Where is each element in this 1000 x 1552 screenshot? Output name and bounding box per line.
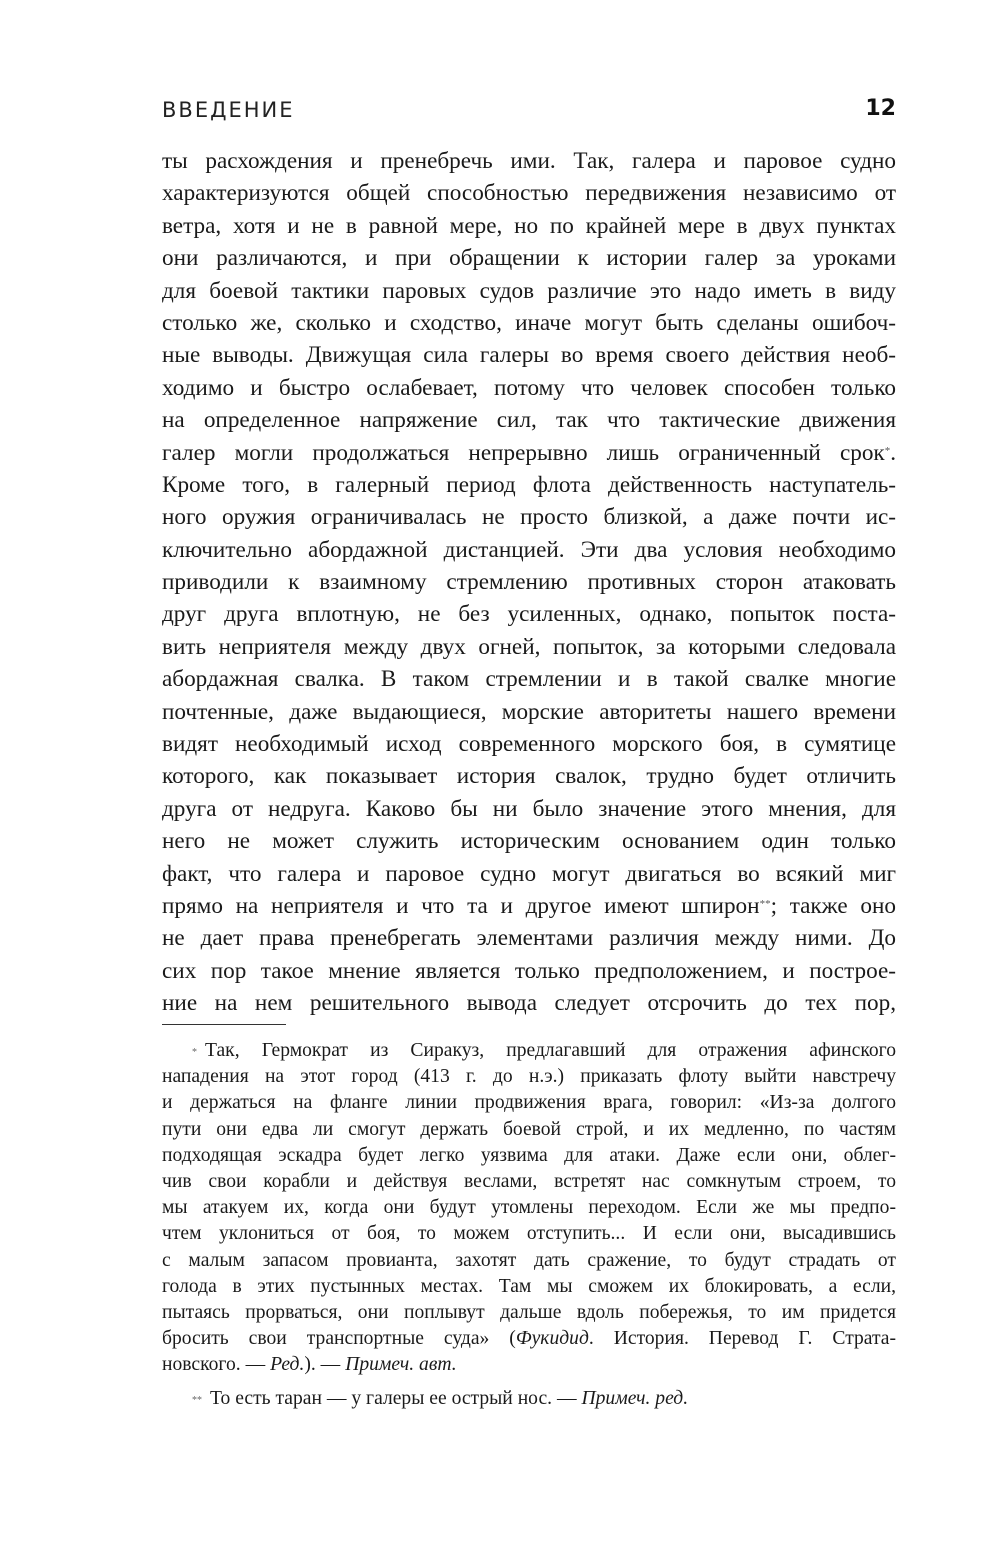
text-fragment: .: [890, 439, 896, 466]
footnote-line: [162, 1386, 896, 1412]
text-fragment: галер могли продолжаться непрерывно лишь ограниченный срок: [162, 439, 885, 466]
text-line: друг друга вплотную, не без усиленных, однако, попыток поста-: [162, 601, 896, 628]
footnote-line: и держаться на фланге линии продвижения врага, говорил: «Из-за долгого: [162, 1092, 896, 1114]
editor-note: Ред.: [270, 1354, 305, 1376]
text-line: вить неприятеля между двух огней, попыток, за которыми следовала: [162, 633, 896, 660]
text-line: абордажная свалка. В таком стремлении и в такой свалке многие: [162, 666, 896, 693]
text-line: которого, как показывает история свалок, трудно будет отличить: [162, 763, 896, 790]
footnote-ref-1: *: [884, 444, 891, 457]
text-line: столько же, сколько и сходство, иначе могут быть сделаны ошибоч-: [162, 309, 896, 336]
text-line: друга от недруга. Каково бы ни было значение этого мнения, для: [162, 795, 896, 822]
footnote-line: с малым запасом провианта, захотят дать сражение, то будут страдать от: [162, 1249, 896, 1271]
text-line: на определенное напряжение сил, так что тактические движения: [162, 407, 896, 434]
footnote-1: [162, 1038, 896, 1378]
footnote-line: голода в этих пустынных местах. Там мы сможем их блокировать, а если,: [162, 1275, 896, 1297]
text-fragment: новского. —: [162, 1354, 271, 1376]
footnote-line: пытаясь прорваться, они поплывут дальше вдоль побережья, то им придется: [162, 1301, 896, 1323]
running-title: ВВЕДЕНИЕ: [162, 98, 295, 122]
text-line: ветра, хотя и не в равной мере, но по крайней мере в двух пунктах: [162, 212, 896, 239]
footnote-divider: [162, 1024, 286, 1025]
text-line: они различаются, и при обращении к истории галер за уроками: [162, 245, 896, 272]
text-line: него не может служить историческим основанием один только: [162, 828, 896, 855]
text-line: для боевой тактики паровых судов различие это надо иметь в виду: [162, 277, 896, 304]
text-fragment: ). —: [304, 1354, 346, 1376]
text-line: приводили к взаимному стремлению противных сторон атаковать: [162, 569, 896, 596]
text-line: ние на нем решительного вывода следует отсрочить до тех пор,: [162, 990, 896, 1017]
text-line: сих пор такое мнение является только предположением, и построе-: [162, 957, 896, 984]
text-line: факт, что галера и паровое судно могут двигаться во всякий миг: [162, 860, 896, 887]
author-note: Примеч. авт.: [345, 1354, 457, 1376]
page-number: 12: [865, 96, 896, 121]
text-fragment: . История. Перевод Г. Страта-: [588, 1328, 897, 1350]
footnote-line: [162, 1326, 896, 1352]
author-name: Фукидид: [515, 1328, 589, 1350]
text-fragment: прямо на неприятеля и что та и другое имеют шпирон: [162, 892, 760, 919]
text-line: Кроме того, в галерный период флота действенность наступатель-: [162, 471, 896, 498]
footnote-ref-2: **: [759, 897, 771, 910]
main-text: [162, 145, 896, 1020]
footnote-line: нападения на этот город (413 г. до н.э.) приказать флоту выйти навстречу: [162, 1066, 896, 1088]
text-line: почтенные, даже выдающиеся, морские авторитеты нашего времени: [162, 698, 896, 725]
text-fragment: Так, Гермократ из Сиракуз, предлагавший для отражения афинского: [205, 1040, 896, 1061]
footnote-line: пути они едва ли смогут держать боевой строй, и их медленно, по частям: [162, 1118, 896, 1140]
text-line: ходимо и быстро ослабевает, потому что человек способен только: [162, 374, 896, 401]
footnote-mark: *: [192, 1047, 197, 1058]
footnote-line: чтем уклониться от боя, то можем отступить... И если они, высадившись: [162, 1223, 896, 1245]
text-line: ные выводы. Движущая сила галеры во время своего действия необ-: [162, 342, 896, 369]
footnote-line: [162, 1038, 896, 1064]
text-fragment: бросить свои транспортные суда» (: [162, 1328, 516, 1350]
text-line: видят необходимый исход современного морского боя, в сумятице: [162, 731, 896, 758]
text-line-with-note: [162, 437, 896, 469]
footnote-line: подходящая эскадра будет легко уязвима для атаки. Даже если они, облег-: [162, 1144, 896, 1166]
text-line: ного оружия ограничивалась не просто близкой, а даже почти ис-: [162, 504, 896, 531]
footnote-line: чив свои корабли и действуя веслами, встретят нас сомкнутым строем, то: [162, 1170, 896, 1192]
text-line: не дает права пренебрегать элементами различия между ними. До: [162, 925, 896, 952]
footnotes: [162, 1038, 896, 1413]
text-line-with-note: [162, 890, 896, 922]
footnote-line: мы атакуем их, когда они будут утомлены переходом. Если же мы предпо-: [162, 1197, 896, 1219]
text-line: характеризуются общей способностью передвижения независимо от: [162, 180, 896, 207]
footnote-line: [162, 1352, 896, 1378]
editor-note: Примеч. ред.: [581, 1388, 689, 1410]
text-fragment: ; также оно: [770, 892, 896, 919]
text-line: ты расхождения и пренебречь ими. Так, галера и паровое судно: [162, 148, 896, 174]
text-fragment: То есть таран — у галеры ее острый нос. —: [210, 1388, 582, 1410]
text-line: ключительно абордажной дистанцией. Эти два условия необходимо: [162, 536, 896, 563]
footnote-2: [162, 1386, 896, 1412]
footnote-mark: **: [192, 1395, 202, 1407]
